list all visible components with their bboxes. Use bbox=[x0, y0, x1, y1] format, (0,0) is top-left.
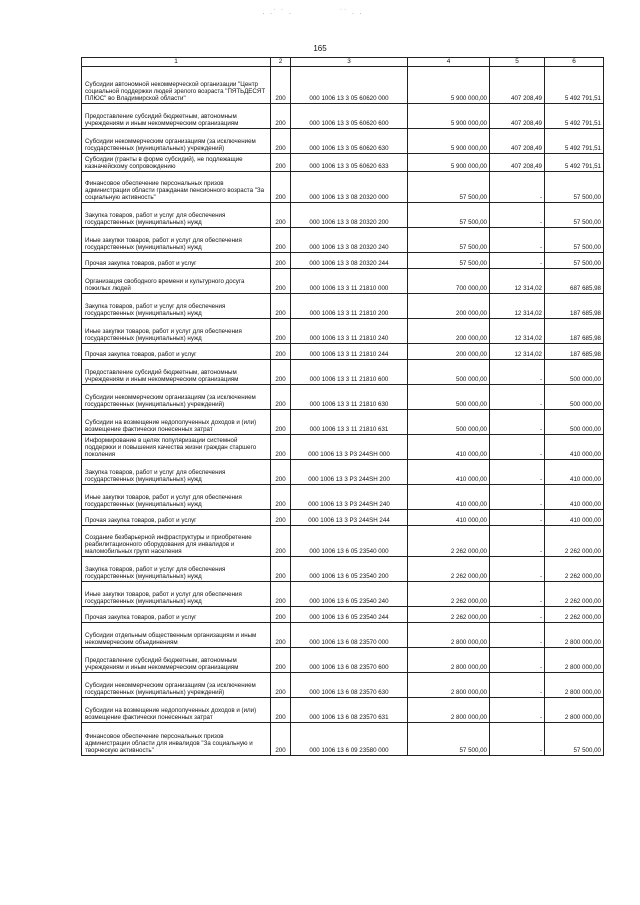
row-approved-cell: 57 500,00 bbox=[408, 723, 490, 756]
row-approved-cell: 410 000,00 bbox=[408, 435, 490, 460]
row-budget-code-cell: 000 1006 13 3 11 21810 000 bbox=[291, 269, 408, 294]
row-line-code-cell: 200 bbox=[271, 526, 291, 557]
row-approved-cell: 2 800 000,00 bbox=[408, 698, 490, 723]
row-line-code-cell: 200 bbox=[271, 294, 291, 319]
row-executed-cell: 12 314,02 bbox=[490, 269, 545, 294]
table-row bbox=[82, 67, 604, 104]
row-name-cell: Иные закупки товаров, работ и услуг для обеспечения государственных (муниципальных) нужд bbox=[82, 582, 271, 607]
row-name-cell: Субсидии некоммерческим организациям (за исключением государственных (муниципальных) учреждений) bbox=[82, 129, 271, 154]
table-row bbox=[82, 129, 604, 154]
row-remaining-cell: 2 262 000,00 bbox=[545, 607, 604, 623]
row-budget-code-cell: 000 1006 13 3 05 60620 633 bbox=[291, 154, 408, 172]
table-row bbox=[82, 253, 604, 269]
row-line-code-cell: 200 bbox=[271, 269, 291, 294]
row-budget-code-cell: 000 1006 13 3 05 60620 000 bbox=[291, 67, 408, 104]
table-row bbox=[82, 648, 604, 673]
row-line-code-cell: 200 bbox=[271, 344, 291, 360]
table-row bbox=[82, 623, 604, 648]
row-line-code-cell: 200 bbox=[271, 129, 291, 154]
row-budget-code-cell: 000 1006 13 3 11 21810 200 bbox=[291, 294, 408, 319]
row-approved-cell: 2 262 000,00 bbox=[408, 582, 490, 607]
table-row bbox=[82, 673, 604, 698]
row-budget-code-cell: 000 1006 13 3 08 20320 200 bbox=[291, 203, 408, 228]
table-row bbox=[82, 344, 604, 360]
row-executed-cell: - bbox=[490, 510, 545, 526]
row-remaining-cell: 500 000,00 bbox=[545, 410, 604, 435]
table-row bbox=[82, 435, 604, 460]
row-executed-cell: 407 208,49 bbox=[490, 154, 545, 172]
row-name-cell: Закупка товаров, работ и услуг для обеспечения государственных (муниципальных) нужд bbox=[82, 557, 271, 582]
row-budget-code-cell: 000 1006 13 3 08 20320 000 bbox=[291, 172, 408, 203]
table-row bbox=[82, 228, 604, 253]
row-name-cell: Субсидии некоммерческим организациям (за исключением государственных (муниципальных) учреждений) bbox=[82, 385, 271, 410]
row-budget-code-cell: 000 1006 13 3 11 21810 630 bbox=[291, 385, 408, 410]
row-line-code-cell: 200 bbox=[271, 435, 291, 460]
row-name-cell: Предоставление субсидий бюджетным, автономным учреждениям и иным некоммерческим организациям bbox=[82, 104, 271, 129]
table-row bbox=[82, 294, 604, 319]
row-approved-cell: 57 500,00 bbox=[408, 203, 490, 228]
row-approved-cell: 5 900 000,00 bbox=[408, 154, 490, 172]
row-approved-cell: 2 262 000,00 bbox=[408, 526, 490, 557]
row-name-cell: Субсидии на возмещение недополученных доходов и (или) возмещение фактически понесенных затрат bbox=[82, 698, 271, 723]
table-row bbox=[82, 269, 604, 294]
row-remaining-cell: 2 262 000,00 bbox=[545, 557, 604, 582]
row-executed-cell: 12 314,02 bbox=[490, 294, 545, 319]
row-approved-cell: 2 262 000,00 bbox=[408, 557, 490, 582]
row-name-cell: Финансовое обеспечение персональных призов администрации области гражданам пенсионного возраста "За социальную активность" bbox=[82, 172, 271, 203]
table-row bbox=[82, 172, 604, 203]
row-executed-cell: - bbox=[490, 360, 545, 385]
row-executed-cell: - bbox=[490, 607, 545, 623]
row-approved-cell: 57 500,00 bbox=[408, 172, 490, 203]
row-executed-cell: - bbox=[490, 673, 545, 698]
row-line-code-cell: 200 bbox=[271, 228, 291, 253]
row-approved-cell: 5 900 000,00 bbox=[408, 129, 490, 154]
row-budget-code-cell: 000 1006 13 6 05 23540 244 bbox=[291, 607, 408, 623]
row-name-cell: Иные закупки товаров, работ и услуг для обеспечения государственных (муниципальных) нужд bbox=[82, 319, 271, 344]
row-budget-code-cell: 000 1006 13 3 11 21810 631 bbox=[291, 410, 408, 435]
row-name-cell: Закупка товаров, работ и услуг для обеспечения государственных (муниципальных) нужд bbox=[82, 294, 271, 319]
column-header: 5 bbox=[490, 58, 545, 67]
row-remaining-cell: 687 685,98 bbox=[545, 269, 604, 294]
row-executed-cell: - bbox=[490, 526, 545, 557]
row-line-code-cell: 200 bbox=[271, 557, 291, 582]
row-approved-cell: 2 262 000,00 bbox=[408, 607, 490, 623]
row-executed-cell: - bbox=[490, 253, 545, 269]
row-budget-code-cell: 000 1006 13 3 05 60620 630 bbox=[291, 129, 408, 154]
column-header: 2 bbox=[271, 58, 291, 67]
row-approved-cell: 410 000,00 bbox=[408, 485, 490, 510]
row-line-code-cell: 200 bbox=[271, 385, 291, 410]
row-approved-cell: 500 000,00 bbox=[408, 385, 490, 410]
table-row bbox=[82, 557, 604, 582]
row-remaining-cell: 5 492 791,51 bbox=[545, 154, 604, 172]
row-approved-cell: 200 000,00 bbox=[408, 344, 490, 360]
row-budget-code-cell: 000 1006 13 3 P3 244SH 000 bbox=[291, 435, 408, 460]
row-budget-code-cell: 000 1006 13 6 08 23570 631 bbox=[291, 698, 408, 723]
row-line-code-cell: 200 bbox=[271, 582, 291, 607]
row-name-cell: Прочая закупка товаров, работ и услуг bbox=[82, 253, 271, 269]
row-budget-code-cell: 000 1006 13 3 08 20320 244 bbox=[291, 253, 408, 269]
row-remaining-cell: 2 262 000,00 bbox=[545, 582, 604, 607]
row-line-code-cell: 200 bbox=[271, 485, 291, 510]
row-executed-cell: - bbox=[490, 435, 545, 460]
row-remaining-cell: 5 492 791,51 bbox=[545, 67, 604, 104]
row-line-code-cell: 200 bbox=[271, 253, 291, 269]
table-row bbox=[82, 510, 604, 526]
row-remaining-cell: 2 800 000,00 bbox=[545, 648, 604, 673]
row-budget-code-cell: 000 1006 13 6 09 23580 000 bbox=[291, 723, 408, 756]
row-line-code-cell: 200 bbox=[271, 460, 291, 485]
row-name-cell: Прочая закупка товаров, работ и услуг bbox=[82, 607, 271, 623]
row-name-cell: Организация свободного времени и культурного досуга пожилых людей bbox=[82, 269, 271, 294]
row-remaining-cell: 2 262 000,00 bbox=[545, 526, 604, 557]
table-row bbox=[82, 582, 604, 607]
row-line-code-cell: 200 bbox=[271, 104, 291, 129]
row-remaining-cell: 187 685,98 bbox=[545, 319, 604, 344]
row-approved-cell: 2 800 000,00 bbox=[408, 623, 490, 648]
row-name-cell: Предоставление субсидий бюджетным, автономным учреждениям и иным некоммерческим организациям bbox=[82, 648, 271, 673]
row-executed-cell: - bbox=[490, 172, 545, 203]
row-line-code-cell: 200 bbox=[271, 410, 291, 435]
budget-table bbox=[81, 57, 604, 756]
table-row bbox=[82, 485, 604, 510]
row-line-code-cell: 200 bbox=[271, 360, 291, 385]
row-remaining-cell: 187 685,98 bbox=[545, 344, 604, 360]
row-approved-cell: 2 800 000,00 bbox=[408, 673, 490, 698]
row-executed-cell: - bbox=[490, 557, 545, 582]
row-budget-code-cell: 000 1006 13 3 P3 244SH 240 bbox=[291, 485, 408, 510]
row-executed-cell: - bbox=[490, 385, 545, 410]
row-line-code-cell: 200 bbox=[271, 510, 291, 526]
row-remaining-cell: 57 500,00 bbox=[545, 228, 604, 253]
row-budget-code-cell: 000 1006 13 3 11 21810 240 bbox=[291, 319, 408, 344]
row-name-cell: Прочая закупка товаров, работ и услуг bbox=[82, 510, 271, 526]
row-remaining-cell: 2 800 000,00 bbox=[545, 673, 604, 698]
row-name-cell: Закупка товаров, работ и услуг для обеспечения государственных (муниципальных) нужд bbox=[82, 203, 271, 228]
table-header-row bbox=[82, 58, 604, 67]
table-row bbox=[82, 723, 604, 756]
row-name-cell: Субсидии автономной некоммерческой организации "Центр социальной поддержки людей зрелого возраста "ПЯТЬДЕСЯТ ПЛЮС" во Владимирской области" bbox=[82, 67, 271, 104]
table-row bbox=[82, 104, 604, 129]
row-executed-cell: - bbox=[490, 410, 545, 435]
row-name-cell: Субсидии отдельным общественным организациям и иным некоммерческим объединениям bbox=[82, 623, 271, 648]
column-header: 1 bbox=[82, 58, 271, 67]
row-executed-cell: - bbox=[490, 485, 545, 510]
row-approved-cell: 57 500,00 bbox=[408, 228, 490, 253]
row-approved-cell: 5 900 000,00 bbox=[408, 104, 490, 129]
row-remaining-cell: 187 685,98 bbox=[545, 294, 604, 319]
row-approved-cell: 700 000,00 bbox=[408, 269, 490, 294]
row-approved-cell: 500 000,00 bbox=[408, 410, 490, 435]
row-budget-code-cell: 000 1006 13 6 05 23540 000 bbox=[291, 526, 408, 557]
row-name-cell: Субсидии на возмещение недополученных доходов и (или) возмещение фактически понесенных затрат bbox=[82, 410, 271, 435]
row-executed-cell: - bbox=[490, 228, 545, 253]
row-budget-code-cell: 000 1006 13 3 05 60620 600 bbox=[291, 104, 408, 129]
row-budget-code-cell: 000 1006 13 6 05 23540 240 bbox=[291, 582, 408, 607]
row-executed-cell: 407 208,49 bbox=[490, 67, 545, 104]
row-line-code-cell: 200 bbox=[271, 67, 291, 104]
table-row bbox=[82, 319, 604, 344]
row-budget-code-cell: 000 1006 13 3 P3 244SH 244 bbox=[291, 510, 408, 526]
row-executed-cell: - bbox=[490, 648, 545, 673]
table-row bbox=[82, 385, 604, 410]
row-remaining-cell: 410 000,00 bbox=[545, 485, 604, 510]
row-remaining-cell: 57 500,00 bbox=[545, 253, 604, 269]
column-header: 6 bbox=[545, 58, 604, 67]
row-budget-code-cell: 000 1006 13 6 08 23570 600 bbox=[291, 648, 408, 673]
table-row bbox=[82, 203, 604, 228]
row-name-cell: Иные закупки товаров, работ и услуг для обеспечения государственных (муниципальных) нужд bbox=[82, 485, 271, 510]
row-name-cell: Субсидии (гранты в форме субсидий), не подлежащие казначейскому сопровождению bbox=[82, 154, 271, 172]
row-name-cell: Предоставление субсидий бюджетным, автономным учреждениям и иным некоммерческим организациям bbox=[82, 360, 271, 385]
row-name-cell: Субсидии некоммерческим организациям (за исключением государственных (муниципальных) учреждений) bbox=[82, 673, 271, 698]
row-budget-code-cell: 000 1006 13 6 05 23540 200 bbox=[291, 557, 408, 582]
row-budget-code-cell: 000 1006 13 6 08 23570 630 bbox=[291, 673, 408, 698]
row-remaining-cell: 2 800 000,00 bbox=[545, 623, 604, 648]
row-remaining-cell: 410 000,00 bbox=[545, 435, 604, 460]
row-line-code-cell: 200 bbox=[271, 698, 291, 723]
table-row bbox=[82, 698, 604, 723]
row-name-cell: Закупка товаров, работ и услуг для обеспечения государственных (муниципальных) нужд bbox=[82, 460, 271, 485]
row-remaining-cell: 57 500,00 bbox=[545, 723, 604, 756]
column-header: 4 bbox=[408, 58, 490, 67]
row-line-code-cell: 200 bbox=[271, 723, 291, 756]
row-line-code-cell: 200 bbox=[271, 607, 291, 623]
row-remaining-cell: 57 500,00 bbox=[545, 203, 604, 228]
scan-artifact: · ·˙ ˙ · bbox=[262, 8, 293, 18]
row-name-cell: Иные закупки товаров, работ и услуг для обеспечения государственных (муниципальных) нужд bbox=[82, 228, 271, 253]
row-executed-cell: - bbox=[490, 723, 545, 756]
row-executed-cell: - bbox=[490, 203, 545, 228]
row-name-cell: Создание безбарьерной инфраструктуры и приобретение реабилитационного оборудования для инвалидов и маломобильных групп населения bbox=[82, 526, 271, 557]
row-budget-code-cell: 000 1006 13 6 08 23570 000 bbox=[291, 623, 408, 648]
row-executed-cell: 407 208,49 bbox=[490, 104, 545, 129]
table-row bbox=[82, 410, 604, 435]
row-executed-cell: 12 314,02 bbox=[490, 319, 545, 344]
row-name-cell: Финансовое обеспечение персональных призов администрации области для инвалидов "За социальную и творческую активность" bbox=[82, 723, 271, 756]
row-name-cell: Прочая закупка товаров, работ и услуг bbox=[82, 344, 271, 360]
row-remaining-cell: 410 000,00 bbox=[545, 510, 604, 526]
row-budget-code-cell: 000 1006 13 3 11 21810 600 bbox=[291, 360, 408, 385]
row-line-code-cell: 200 bbox=[271, 203, 291, 228]
row-line-code-cell: 200 bbox=[271, 154, 291, 172]
row-executed-cell: - bbox=[490, 698, 545, 723]
row-remaining-cell: 57 500,00 bbox=[545, 172, 604, 203]
row-budget-code-cell: 000 1006 13 3 11 21810 244 bbox=[291, 344, 408, 360]
row-approved-cell: 410 000,00 bbox=[408, 510, 490, 526]
table-row bbox=[82, 460, 604, 485]
table-row bbox=[82, 526, 604, 557]
row-line-code-cell: 200 bbox=[271, 623, 291, 648]
table-row bbox=[82, 607, 604, 623]
row-approved-cell: 5 900 000,00 bbox=[408, 67, 490, 104]
row-line-code-cell: 200 bbox=[271, 319, 291, 344]
row-remaining-cell: 5 492 791,51 bbox=[545, 129, 604, 154]
row-remaining-cell: 2 800 000,00 bbox=[545, 698, 604, 723]
row-approved-cell: 410 000,00 bbox=[408, 460, 490, 485]
row-approved-cell: 200 000,00 bbox=[408, 294, 490, 319]
row-line-code-cell: 200 bbox=[271, 172, 291, 203]
page-number: 165 bbox=[313, 44, 327, 53]
scan-artifact: ˙˙ · · bbox=[340, 8, 363, 18]
column-header: 3 bbox=[291, 58, 408, 67]
row-executed-cell: 407 208,49 bbox=[490, 129, 545, 154]
row-approved-cell: 2 800 000,00 bbox=[408, 648, 490, 673]
row-executed-cell: 12 314,02 bbox=[490, 344, 545, 360]
row-remaining-cell: 410 000,00 bbox=[545, 460, 604, 485]
table-row bbox=[82, 360, 604, 385]
row-approved-cell: 57 500,00 bbox=[408, 253, 490, 269]
row-remaining-cell: 500 000,00 bbox=[545, 385, 604, 410]
row-approved-cell: 500 000,00 bbox=[408, 360, 490, 385]
row-executed-cell: - bbox=[490, 460, 545, 485]
row-executed-cell: - bbox=[490, 582, 545, 607]
row-approved-cell: 200 000,00 bbox=[408, 319, 490, 344]
table-row bbox=[82, 154, 604, 172]
row-line-code-cell: 200 bbox=[271, 673, 291, 698]
row-remaining-cell: 5 492 791,51 bbox=[545, 104, 604, 129]
row-remaining-cell: 500 000,00 bbox=[545, 360, 604, 385]
row-budget-code-cell: 000 1006 13 3 08 20320 240 bbox=[291, 228, 408, 253]
row-executed-cell: - bbox=[490, 623, 545, 648]
row-budget-code-cell: 000 1006 13 3 P3 244SH 200 bbox=[291, 460, 408, 485]
row-name-cell: Информирование в целях популяризации системной поддержки и повышения качества жизни граждан старшего поколения bbox=[82, 435, 271, 460]
row-line-code-cell: 200 bbox=[271, 648, 291, 673]
